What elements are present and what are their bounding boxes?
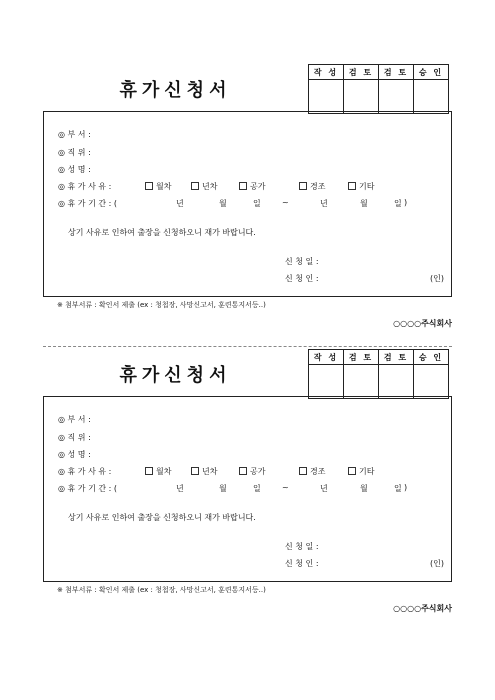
period-end-year-unit: 년	[320, 484, 328, 493]
field-position-label: 직 위 :	[67, 433, 91, 442]
field-dept[interactable]	[58, 414, 91, 425]
checkbox-icon[interactable]	[348, 467, 356, 475]
field-position[interactable]	[58, 147, 91, 158]
field-period	[58, 483, 117, 494]
applicant-label: 신 청 인 :	[285, 559, 319, 568]
reason-option-monthly[interactable]: 월차	[141, 466, 171, 477]
checkbox-icon[interactable]	[348, 182, 356, 190]
reason-option-monthly[interactable]: 월차	[141, 181, 171, 192]
approval-sign-approve[interactable]	[414, 80, 449, 114]
form-title: 휴가신청서	[119, 365, 232, 386]
reason-option-family-event[interactable]: 경조	[295, 181, 325, 192]
checkbox-icon[interactable]	[145, 467, 153, 475]
field-dept-label: 부 서 :	[67, 130, 91, 139]
form-title: 휴가신청서	[119, 80, 232, 101]
field-name[interactable]	[58, 449, 91, 460]
reason-option-annual[interactable]: 년차	[187, 181, 217, 192]
reason-option-annual[interactable]: 년차	[187, 466, 217, 477]
approval-sign-writer[interactable]	[309, 80, 344, 114]
approval-sign-approve[interactable]	[414, 365, 449, 399]
field-dept[interactable]	[58, 129, 91, 140]
reason-option-other[interactable]: 기타	[344, 181, 374, 192]
period-range-tilde: ~	[282, 483, 289, 492]
field-period	[58, 198, 117, 209]
field-name[interactable]	[58, 164, 91, 175]
period-range-tilde: ~	[282, 198, 289, 207]
checkbox-icon[interactable]	[299, 467, 307, 475]
bullet-icon: ◎	[58, 433, 65, 442]
period-start-year-unit: 년	[176, 484, 184, 493]
period-end-year-unit: 년	[320, 199, 328, 208]
field-dept-label: 부 서 :	[67, 415, 91, 424]
field-position[interactable]	[58, 432, 91, 443]
approval-header-approve: 승 인	[414, 65, 449, 80]
field-period-label: 휴 가 기 간 : (	[67, 199, 117, 208]
bullet-icon: ◎	[58, 484, 65, 493]
company-name: ○○○○주식회사	[393, 604, 452, 613]
bullet-icon: ◎	[58, 199, 65, 208]
application-date-label: 신 청 일 :	[285, 257, 319, 266]
applicant-label: 신 청 인 :	[285, 274, 319, 283]
seal-mark: (인)	[430, 559, 444, 568]
period-end-day-unit: 일	[394, 484, 402, 493]
approval-sign-review-1[interactable]	[344, 80, 379, 114]
approval-sign-writer[interactable]	[309, 365, 344, 399]
approval-table	[308, 349, 449, 399]
period-end-month-unit: 월	[360, 199, 368, 208]
request-statement: 상기 사유로 인하여 출장을 신청하오니 재가 바랍니다.	[68, 513, 256, 522]
bullet-icon: ◎	[58, 130, 65, 139]
field-position-label: 직 위 :	[67, 148, 91, 157]
company-name: ○○○○주식회사	[393, 319, 452, 328]
field-name-label: 성 명 :	[67, 450, 91, 459]
field-reason-label: 휴 가 사 유 :	[67, 467, 112, 476]
approval-table	[308, 64, 449, 114]
approval-header-review-2: 검 토	[379, 65, 414, 80]
bullet-icon: ◎	[58, 467, 65, 476]
bullet-icon: ◎	[58, 148, 65, 157]
reason-option-official[interactable]: 공가	[235, 466, 265, 477]
approval-header-approve: 승 인	[414, 350, 449, 365]
field-reason-label: 휴 가 사 유 :	[67, 182, 112, 191]
field-period-label: 휴 가 기 간 : (	[67, 484, 117, 493]
period-start-day-unit: 일	[253, 484, 261, 493]
form-body-box	[43, 396, 452, 582]
reason-option-official[interactable]: 공가	[235, 181, 265, 192]
attachment-note: ※ 첨부서류 : 확인서 제출 (ex : 청첩장, 사망신고서, 훈련통지서등..)	[57, 586, 266, 594]
period-end-day-unit: 일	[394, 199, 402, 208]
approval-sign-review-1[interactable]	[344, 365, 379, 399]
approval-header-review-1: 검 토	[344, 350, 379, 365]
checkbox-icon[interactable]	[239, 467, 247, 475]
period-close-paren: )	[404, 483, 408, 492]
bullet-icon: ◎	[58, 450, 65, 459]
cut-line-divider	[43, 346, 452, 347]
bullet-icon: ◎	[58, 182, 65, 191]
application-date-label: 신 청 일 :	[285, 542, 319, 551]
checkbox-icon[interactable]	[145, 182, 153, 190]
checkbox-icon[interactable]	[299, 182, 307, 190]
period-start-year-unit: 년	[176, 199, 184, 208]
approval-header-review-2: 검 토	[379, 350, 414, 365]
field-name-label: 성 명 :	[67, 165, 91, 174]
checkbox-icon[interactable]	[191, 182, 199, 190]
reason-option-other[interactable]: 기타	[344, 466, 374, 477]
attachment-note: ※ 첨부서류 : 확인서 제출 (ex : 청첩장, 사망신고서, 훈련통지서등..)	[57, 301, 266, 309]
checkbox-icon[interactable]	[239, 182, 247, 190]
period-end-month-unit: 월	[360, 484, 368, 493]
field-reason	[58, 181, 111, 192]
reason-option-family-event[interactable]: 경조	[295, 466, 325, 477]
field-reason	[58, 466, 111, 477]
bullet-icon: ◎	[58, 165, 65, 174]
period-close-paren: )	[404, 198, 408, 207]
period-start-month-unit: 월	[219, 484, 227, 493]
period-start-day-unit: 일	[253, 199, 261, 208]
seal-mark: (인)	[430, 274, 444, 283]
approval-header-writer: 작 성	[309, 65, 344, 80]
approval-header-review-1: 검 토	[344, 65, 379, 80]
approval-sign-review-2[interactable]	[379, 365, 414, 399]
approval-header-writer: 작 성	[309, 350, 344, 365]
checkbox-icon[interactable]	[191, 467, 199, 475]
period-start-month-unit: 월	[219, 199, 227, 208]
request-statement: 상기 사유로 인하여 출장을 신청하오니 재가 바랍니다.	[68, 228, 256, 237]
form-body-box	[43, 111, 452, 297]
bullet-icon: ◎	[58, 415, 65, 424]
approval-sign-review-2[interactable]	[379, 80, 414, 114]
